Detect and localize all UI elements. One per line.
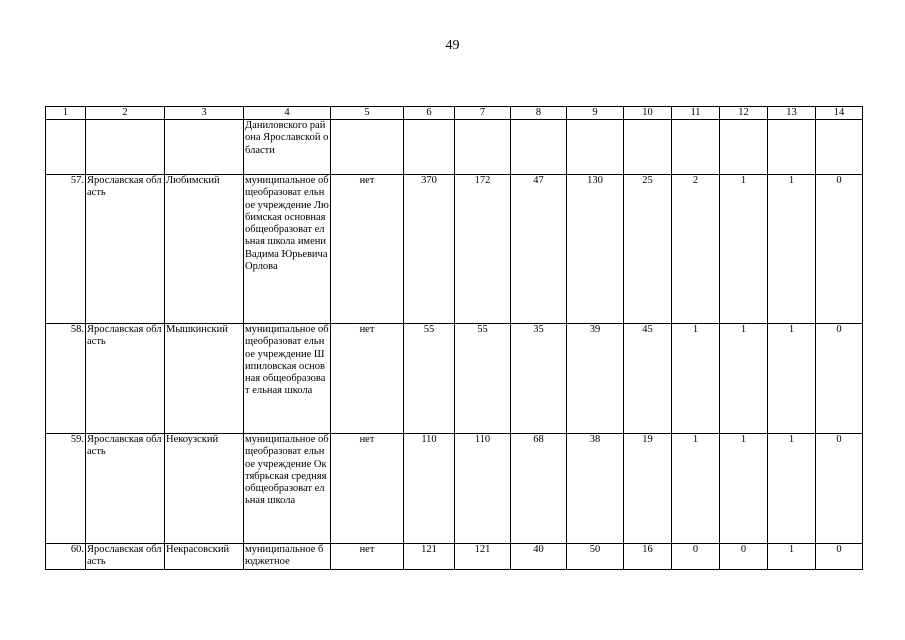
column-header: 11 bbox=[672, 107, 720, 120]
institution-cell: муниципальное общеобразоват ельное учреждение Октябрьская средняя общеобразоват ельная школа bbox=[244, 434, 331, 544]
column-header: 5 bbox=[331, 107, 404, 120]
page-number: 49 bbox=[445, 38, 460, 53]
column-header: 1 bbox=[46, 107, 86, 120]
value-cell: 121 bbox=[455, 544, 511, 570]
value-cell: 1 bbox=[768, 324, 816, 434]
value-cell: 1 bbox=[768, 544, 816, 570]
district-cell bbox=[165, 120, 244, 175]
value-cell: 0 bbox=[816, 434, 863, 544]
column-header: 3 bbox=[165, 107, 244, 120]
value-cell: 38 bbox=[567, 434, 624, 544]
region-cell: Ярославская область bbox=[86, 175, 165, 324]
value-cell: 1 bbox=[768, 434, 816, 544]
value-cell: 0 bbox=[816, 324, 863, 434]
value-cell bbox=[624, 120, 672, 175]
region-cell: Ярославская область bbox=[86, 324, 165, 434]
value-cell: 0 bbox=[672, 544, 720, 570]
institution-cell: Даниловского района Ярославской области bbox=[244, 120, 331, 175]
column-header: 2 bbox=[86, 107, 165, 120]
value-cell: 40 bbox=[511, 544, 567, 570]
value-cell bbox=[816, 120, 863, 175]
value-cell: 370 bbox=[404, 175, 455, 324]
institution-cell: муниципальное бюджетное bbox=[244, 544, 331, 570]
value-cell bbox=[511, 120, 567, 175]
row-number: 60. bbox=[46, 544, 86, 570]
value-cell: нет bbox=[331, 544, 404, 570]
district-cell: Любимский bbox=[165, 175, 244, 324]
region-cell: Ярославская область bbox=[86, 434, 165, 544]
institution-cell: муниципальное общеобразоват ельное учреждение Шипиловская основная общеобразоват ельная школа bbox=[244, 324, 331, 434]
value-cell: 110 bbox=[455, 434, 511, 544]
district-cell: Некрасовский bbox=[165, 544, 244, 570]
value-cell: 68 bbox=[511, 434, 567, 544]
value-cell: 121 bbox=[404, 544, 455, 570]
value-cell: 39 bbox=[567, 324, 624, 434]
table-row bbox=[46, 434, 863, 544]
value-cell: нет bbox=[331, 175, 404, 324]
value-cell bbox=[672, 120, 720, 175]
district-cell: Мышкинский bbox=[165, 324, 244, 434]
value-cell bbox=[455, 120, 511, 175]
value-cell: 172 bbox=[455, 175, 511, 324]
row-number bbox=[46, 120, 86, 175]
value-cell bbox=[720, 120, 768, 175]
value-cell: 55 bbox=[404, 324, 455, 434]
district-cell: Некоузский bbox=[165, 434, 244, 544]
column-header: 8 bbox=[511, 107, 567, 120]
institution-cell: муниципальное общеобразоват ельное учреждение Любимская основная общеобразоват ельная школа имени Вадима Юрьевича Орлова bbox=[244, 175, 331, 324]
value-cell bbox=[768, 120, 816, 175]
value-cell: 0 bbox=[816, 175, 863, 324]
column-header: 6 bbox=[404, 107, 455, 120]
column-header: 9 bbox=[567, 107, 624, 120]
table-row bbox=[46, 175, 863, 324]
value-cell: 1 bbox=[720, 324, 768, 434]
value-cell: 1 bbox=[672, 434, 720, 544]
value-cell: 16 bbox=[624, 544, 672, 570]
value-cell: 110 bbox=[404, 434, 455, 544]
column-header: 7 bbox=[455, 107, 511, 120]
table-row bbox=[46, 544, 863, 570]
value-cell: 45 bbox=[624, 324, 672, 434]
row-number: 59. bbox=[46, 434, 86, 544]
value-cell: 50 bbox=[567, 544, 624, 570]
value-cell: нет bbox=[331, 324, 404, 434]
value-cell: 0 bbox=[720, 544, 768, 570]
column-header: 14 bbox=[816, 107, 863, 120]
value-cell: 1 bbox=[720, 434, 768, 544]
value-cell bbox=[331, 120, 404, 175]
value-cell: 2 bbox=[672, 175, 720, 324]
table-row bbox=[46, 120, 863, 175]
value-cell: 47 bbox=[511, 175, 567, 324]
region-cell bbox=[86, 120, 165, 175]
region-cell: Ярославская область bbox=[86, 544, 165, 570]
column-header: 10 bbox=[624, 107, 672, 120]
value-cell bbox=[567, 120, 624, 175]
column-header: 12 bbox=[720, 107, 768, 120]
value-cell: 1 bbox=[720, 175, 768, 324]
value-cell: 25 bbox=[624, 175, 672, 324]
column-header: 13 bbox=[768, 107, 816, 120]
table-row bbox=[46, 324, 863, 434]
header-row bbox=[46, 107, 863, 120]
data-table bbox=[45, 106, 863, 570]
value-cell: 35 bbox=[511, 324, 567, 434]
value-cell: 1 bbox=[672, 324, 720, 434]
value-cell: 1 bbox=[768, 175, 816, 324]
value-cell: 19 bbox=[624, 434, 672, 544]
row-number: 57. bbox=[46, 175, 86, 324]
value-cell: 130 bbox=[567, 175, 624, 324]
value-cell: 55 bbox=[455, 324, 511, 434]
value-cell: нет bbox=[331, 434, 404, 544]
column-header: 4 bbox=[244, 107, 331, 120]
value-cell: 0 bbox=[816, 544, 863, 570]
value-cell bbox=[404, 120, 455, 175]
row-number: 58. bbox=[46, 324, 86, 434]
